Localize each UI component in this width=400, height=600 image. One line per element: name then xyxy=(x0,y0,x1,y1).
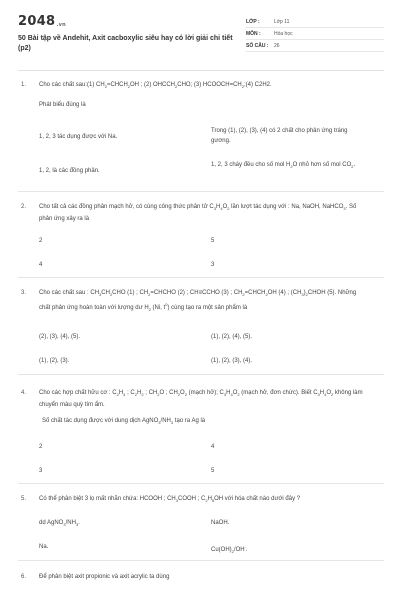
option-c[interactable]: 1, 2, là các đồng phân. xyxy=(39,168,100,174)
meta-label: LỚP : xyxy=(246,19,260,25)
option-c[interactable]: 3 xyxy=(39,468,43,474)
option-c[interactable]: 4 xyxy=(39,262,43,268)
meta-value: 26 xyxy=(274,43,280,49)
option-b[interactable]: 4 xyxy=(211,444,215,450)
meta-label: MÔN : xyxy=(246,31,261,37)
question-text: Cho các chất sau : $CH_3CH_2CHO$ (1) ; $CH_2=CHCHO$ (2) ; CH≡CCHO (3) ; $CH_2=CHCH_2OH$ (4) ; $(CH_3)_2CHOH$ (5). Những chất phản ứng hoàn toàn với lượng dư $H_2$ (Ni, $t^0$) cùng tạo ra một sản phẩm là xyxy=(39,290,357,313)
option-c[interactable]: (1), (2), (3). xyxy=(39,358,70,364)
option-a[interactable]: 2 xyxy=(39,444,43,450)
question-text: Để phân biệt axit propionic và axit acrylic ta dùng xyxy=(39,574,170,580)
divider xyxy=(18,483,384,484)
option-d[interactable]: $Cu(OH)_2/OH^-$. xyxy=(211,544,248,555)
question-stem: Số chất tác dụng được với dung dịch $AgNO_3/NH_3$ tạo ra Ag là xyxy=(42,418,206,426)
option-b[interactable]: NaOH. xyxy=(211,520,230,526)
question-text: Cho các hợp chất hữu cơ : $C_2H_4$ ; $C_2H_2$ ; $CH_2O$ ; $CH_2O_2$ (mạch hở); $C_3H_4O_2$ (mạch hở, đơn chức). Biết $C_3H_4O_2$ không làm chuyển màu quỳ tím ẩm. xyxy=(39,390,363,409)
logo-text: 2048 xyxy=(18,14,56,29)
option-b[interactable]: 5 xyxy=(211,238,215,244)
question-number: 3. xyxy=(21,290,27,296)
divider xyxy=(18,560,384,561)
option-b[interactable]: Trong (1), (2), (3), (4) có 2 chất cho phản ứng tráng gương. xyxy=(211,128,348,144)
option-a[interactable]: dd $AgNO_3/NH_3$. xyxy=(39,520,80,528)
meta-value: Lớp 11 xyxy=(274,19,290,25)
logo-suffix: .vn xyxy=(56,22,67,28)
meta-row-count xyxy=(246,40,384,52)
option-d[interactable]: 5 xyxy=(211,468,215,474)
question-text: Có thể phân biệt 3 lọ mất nhãn chứa: HCOOH ; $CH_3COOH$ ; $C_2H_5OH$ với hóa chất nào dưới đây ? xyxy=(39,496,301,504)
option-c[interactable]: Na. xyxy=(39,544,49,550)
page-title: 50 Bài tập về Andehit, Axit cacboxylic siêu hay có lời giải chi tiết (p2) xyxy=(18,35,233,52)
option-d[interactable]: (1), (2), (3), (4). xyxy=(211,358,253,364)
option-b[interactable]: (1), (2), (4), (5). xyxy=(211,334,253,340)
divider xyxy=(18,277,384,278)
divider xyxy=(18,191,384,192)
document-header xyxy=(18,14,384,71)
site-logo[interactable] xyxy=(18,14,66,29)
question-number: 2. xyxy=(21,204,27,210)
option-a[interactable]: (2), (3), (4), (5). xyxy=(39,334,81,340)
question-text: Cho các chất sau:(1) $CH_2=CHCH_2OH$ ; (2) $OHCCH_2CHO$; (3) $HCOOCH=CH_2;(4)$ C2H2. xyxy=(39,82,272,90)
divider xyxy=(18,374,384,375)
option-a[interactable]: 1, 2, 3 tác dụng được với Na. xyxy=(39,134,118,140)
option-a[interactable]: 2 xyxy=(39,238,43,244)
question-stem: Phát biểu đúng là xyxy=(39,102,86,108)
question-number: 4. xyxy=(21,390,27,396)
meta-value: Hóa học xyxy=(274,31,293,37)
question-text: Cho tất cả các đồng phân mạch hở, có cùng công thức phân tử $C_3H_4O_2$ lần lượt tác dụng với : Na, NaOH, NaHCO$_3$. Số phản ứng xảy ra là xyxy=(39,204,357,223)
question-number: 6. xyxy=(21,574,27,580)
meta-row-class xyxy=(246,16,384,28)
question-number: 5. xyxy=(21,496,27,502)
meta-label: SỐ CÂU : xyxy=(246,43,269,49)
option-d[interactable]: 3 xyxy=(211,262,215,268)
option-d[interactable]: 1, 2, 3 cháy đều cho số mol $H_2O$ nhỏ hơn số mol $CO_2$. xyxy=(211,162,356,170)
question-number: 1. xyxy=(21,82,27,88)
meta-row-subject xyxy=(246,28,384,40)
document-meta xyxy=(246,16,384,52)
